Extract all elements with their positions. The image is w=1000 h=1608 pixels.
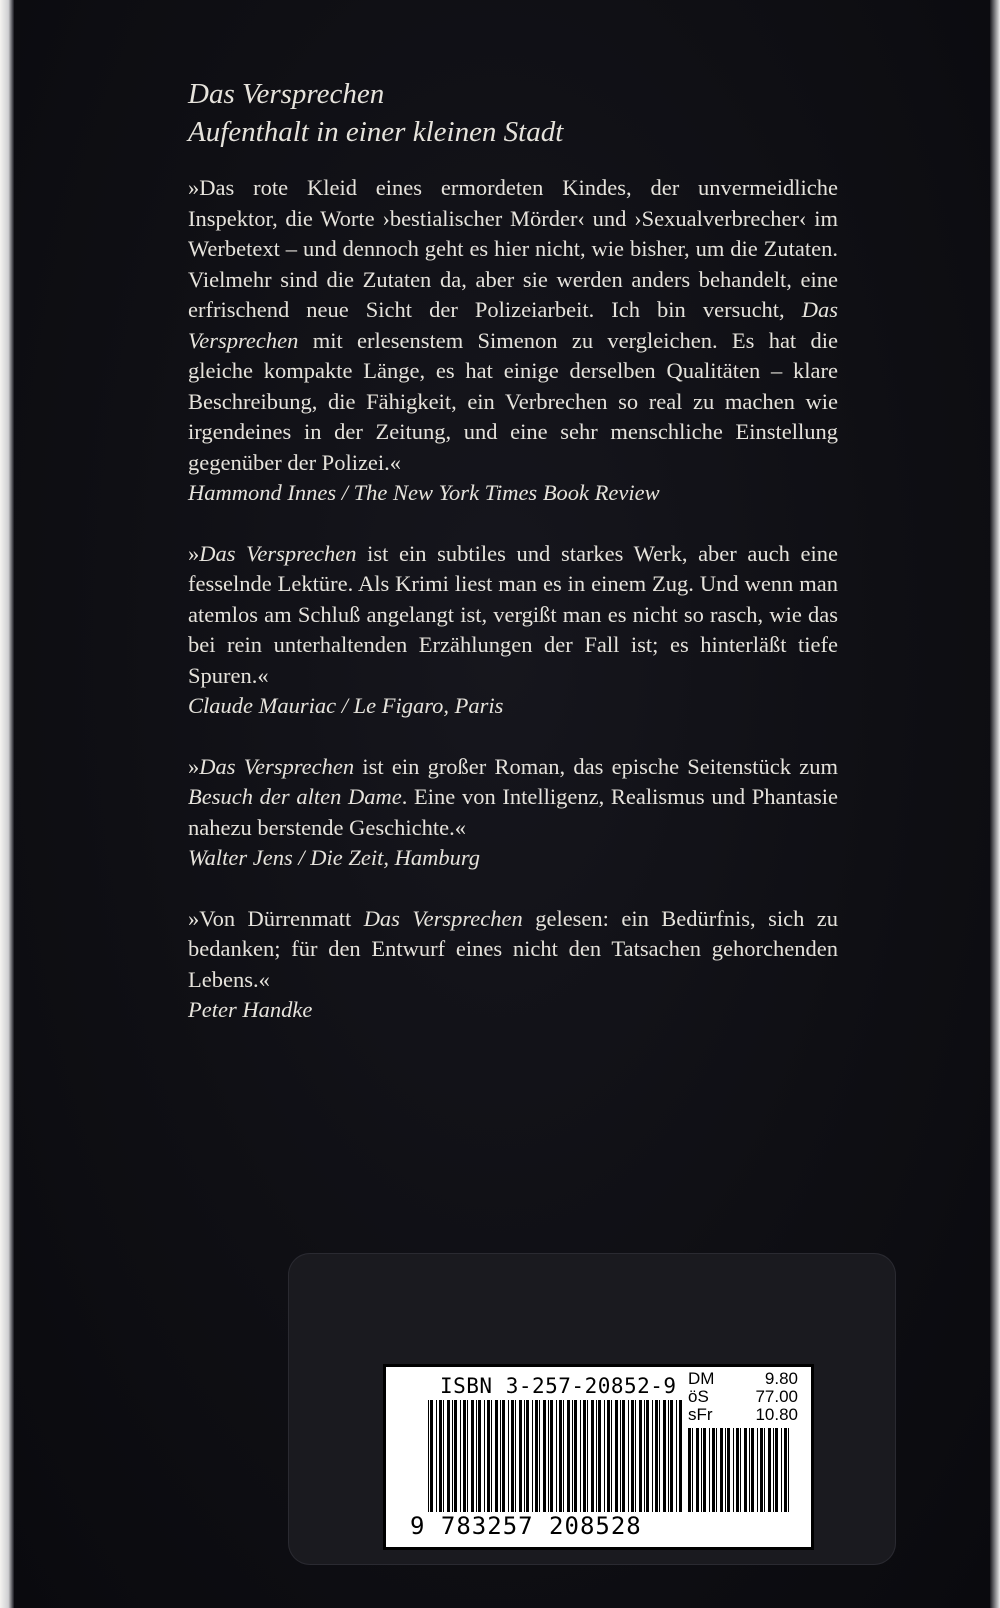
barcode-bar [670,1400,673,1512]
barcode-bar [443,1400,444,1512]
barcode-bar [548,1400,549,1512]
barcode-bar [460,1400,461,1512]
blurb-column [188,75,838,1026]
barcode-bar [775,1428,778,1512]
review-text [188,904,838,996]
barcode-bar [768,1428,771,1512]
barcode-bar [757,1428,758,1512]
review-attribution: Peter Handke [188,997,313,1022]
ean-barcode [428,1400,685,1512]
barcode-bar [646,1400,649,1512]
barcode-bar [692,1428,693,1512]
barcode-bar [668,1400,669,1512]
review-title-italic: Das Versprechen [363,905,523,931]
review-text-part: »Von Dürrenmatt [188,905,364,931]
review-title-italic: Das Versprechen [199,753,355,779]
ean-number: 9 783257 208528 [410,1512,642,1540]
barcode-bar [519,1400,522,1512]
barcode-bar [596,1400,597,1512]
price-currency: DM [688,1369,715,1388]
cover-edge-left [0,0,14,1608]
book-second-title: Aufenthalt in einer kleinen Stadt [188,116,564,148]
barcode-bar [539,1400,540,1512]
review-title-italic: Besuch der alten Dame [188,784,402,809]
barcode-bar [760,1428,763,1512]
barcode-bar [720,1428,723,1512]
price-amount: 77.00 [755,1387,798,1406]
price-row [688,1406,798,1424]
barcode-bar [515,1400,516,1512]
review-text [188,752,838,844]
barcode-bar [428,1400,429,1512]
review-attribution: Walter Jens / Die Zeit, Hamburg [188,845,481,870]
barcode-bar [478,1400,481,1512]
barcode-bar [639,1400,642,1512]
barcode-bar [620,1400,621,1512]
barcode-bar [436,1400,437,1512]
price-barcode [688,1428,794,1512]
barcode-bar [703,1428,706,1512]
barcode-bar [709,1428,710,1512]
review-handke [188,904,838,1026]
barcode-bar [454,1400,457,1512]
barcode-bar [502,1400,505,1512]
barcode-bar [447,1400,450,1512]
barcode-bar [712,1428,715,1512]
barcode-bar [463,1400,466,1512]
barcode-bar [535,1400,538,1512]
barcode-bar [615,1400,618,1512]
barcode-bar [476,1400,477,1512]
barcode-bar [591,1400,594,1512]
barcode-bar [744,1428,747,1512]
review-text-part: » [188,540,200,566]
review-jens [188,752,838,874]
review-title-italic: Das Versprechen [199,540,357,566]
barcode-bar [500,1400,501,1512]
barcode-bar [635,1400,636,1512]
price-amount: 10.80 [755,1405,798,1424]
barcode-bar [701,1428,702,1512]
barcode-bar [526,1400,529,1512]
barcode-bar [631,1400,634,1512]
barcode-bar [659,1400,660,1512]
review-innes [188,173,838,509]
barcode-bar [543,1400,546,1512]
review-text [188,173,838,478]
isbn-number: ISBN 3-257-20852-9 [440,1374,677,1398]
review-mauriac [188,539,838,722]
review-text-part: gelesen: ein Bedürfnis, sich zu bedanken; für den Entwurf eines nicht den Tatsachen gehorchenden Lebens.« [188,905,838,992]
barcode-bar [495,1400,498,1512]
barcode-bar [452,1400,453,1512]
barcode-bar [611,1400,612,1512]
barcode-bar [607,1400,610,1512]
price-currency: öS [688,1387,709,1406]
barcode-bar [572,1400,573,1512]
review-text [188,539,838,692]
barcode-bar [751,1428,754,1512]
barcode-bar [511,1400,514,1512]
barcode-bar [628,1400,629,1512]
book-title: Das Versprechen [188,78,385,110]
barcode-bar [725,1428,726,1512]
review-text-part: ist ein großer Roman, das epische Seitenstück zum [354,753,838,779]
barcode-bar [524,1400,525,1512]
review-text-part: ist ein subtiles und starkes Werk, aber auch eine fesselnde Lektüre. Als Krimi liest man es in einem Zug. Und wenn man atemlos am Schluß angelangt ist, vergißt man es nicht so rasch, wie das bei rein unterhaltenden Erzählungen der Fall ist; es hinterläßt tiefe Spuren.« [188,540,839,688]
barcode-bar [567,1400,570,1512]
barcode-bar [652,1400,653,1512]
barcode-bar [736,1428,739,1512]
price-row [688,1388,798,1406]
barcode-bar [727,1428,730,1512]
barcode-bar [784,1428,787,1512]
review-text-part: » [188,753,200,779]
barcode-bar [676,1400,677,1512]
barcode-bar [559,1400,562,1512]
barcode-bar [740,1428,741,1512]
price-currency: sFr [688,1405,713,1424]
barcode-bar [487,1400,490,1512]
review-attribution: Hammond Innes / The New York Times Book Review [188,480,660,505]
barcode-bar [696,1428,699,1512]
barcode-bar [508,1400,509,1512]
barcode-bar [484,1400,485,1512]
barcode-bar [733,1428,734,1512]
price-list [688,1370,798,1424]
barcode-bar [773,1428,774,1512]
barcode-bar [439,1400,442,1512]
review-title-italic: Das Versprechen [188,297,838,353]
price-row [688,1370,798,1388]
barcode-bar [574,1400,577,1512]
barcode-bar [563,1400,564,1512]
barcode-bar [491,1400,492,1512]
review-attribution: Claude Mauriac / Le Figaro, Paris [188,693,504,718]
barcode-bar [580,1400,581,1512]
barcode-bar [764,1428,765,1512]
barcode-bar [788,1428,789,1512]
barcode-bar [781,1428,782,1512]
barcode-bar [749,1428,750,1512]
barcode-bar [550,1400,553,1512]
barcode-bar [467,1400,468,1512]
barcode-bar [532,1400,533,1512]
barcode-bar [587,1400,588,1512]
barcode-bar [583,1400,586,1512]
review-text-part: »Das rote Kleid eines ermordeten Kindes, der unvermeidliche Inspektor, die Worte ›bestialischer Mörder‹ und ›Sexualverbrecher‹ im Werbetext – und dennoch geht es hier nicht, wie bisher, um die Zutaten. Vielmehr sind die Zutaten da, aber sie werden anders behandelt, eine erfrischend neue Sicht der Polizeiarbeit. Ich bin versucht, [188,175,838,322]
barcode-bar [604,1400,605,1512]
review-text-part: . Eine von Intelligenz, Realismus und Phantasie nahezu berstende Geschichte.« [188,784,838,840]
barcode-bar [688,1428,691,1512]
review-text-part: mit erlesenstem Simenon zu vergleichen. Es hat die gleiche kompakte Länge, es hat einige derselben Qualitäten – klare Beschreibung, die Fähigkeit, ein Verbrechen so real zu machen wie irgendeines in der Zeitung, und eine sehr menschliche Einstellung gegenüber der Polizei.« [188,327,838,475]
barcode-bar [644,1400,645,1512]
barcode-bar [622,1400,625,1512]
barcode-bar [716,1428,717,1512]
barcode-bar [679,1400,682,1512]
barcode-bar [471,1400,474,1512]
barcode-bar [655,1400,658,1512]
barcode-bar [663,1400,666,1512]
price-amount: 9.80 [764,1369,798,1388]
cover-edge-right [990,0,1000,1608]
barcode-bar [598,1400,601,1512]
barcode-bar [556,1400,557,1512]
barcode-bar [430,1400,433,1512]
